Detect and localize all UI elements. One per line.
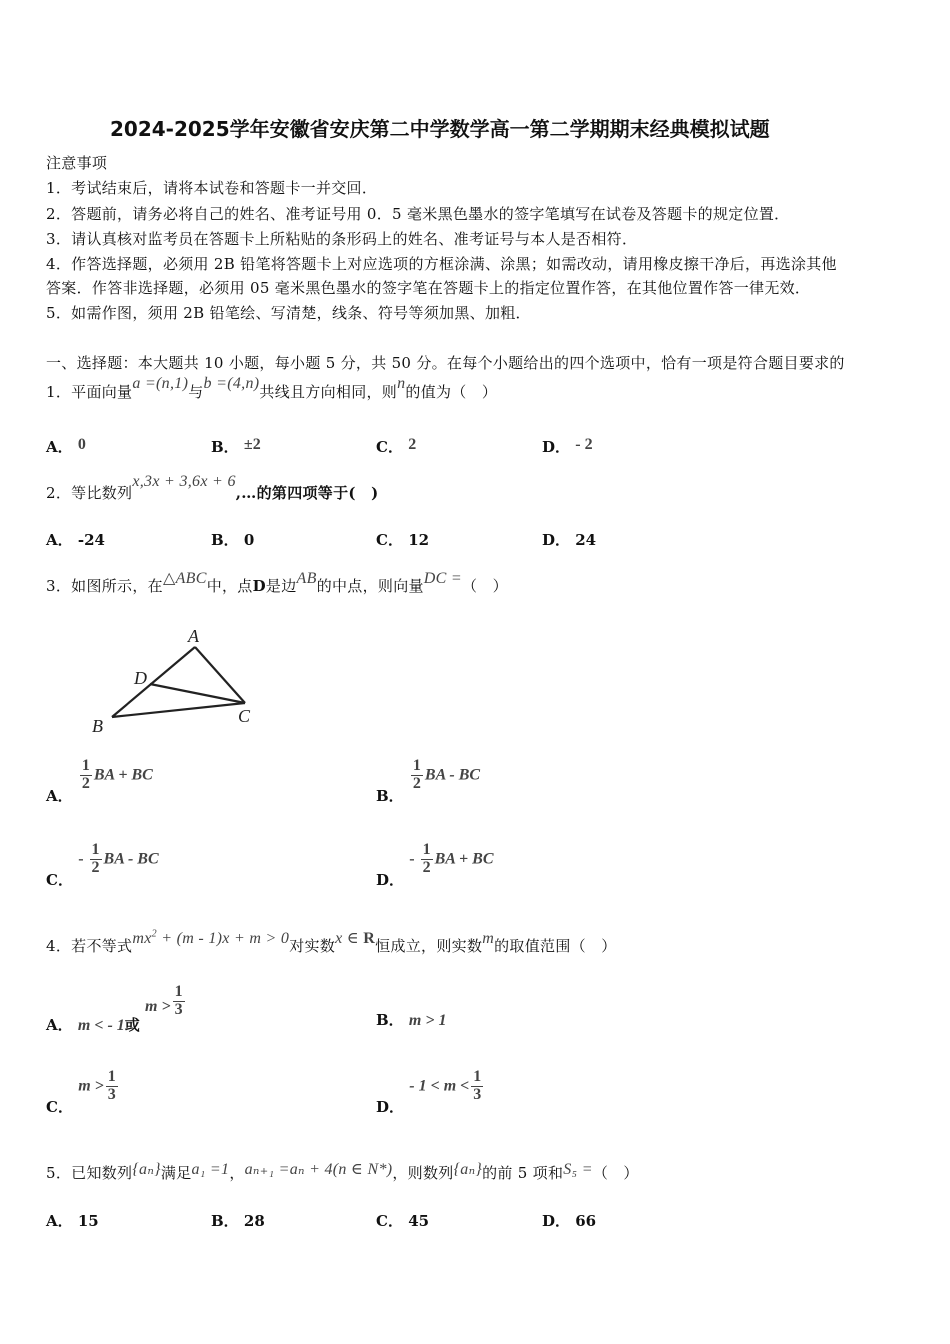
option-a[interactable]: A． 0 <box>46 436 86 456</box>
option-a[interactable]: A． m < - 1或 m > $\frac{1}{3}$ <box>46 983 183 1035</box>
option-c[interactable]: C． m > $\frac{1}{3}$ <box>46 1068 116 1117</box>
question-5: 5．已知数列{aₙ}满足a₁ =1，aₙ₊₁ =aₙ + 4(n ∈ N*)，则数列{aₙ}的前 5 项和S₅ =（ ） <box>46 1161 639 1182</box>
option-d[interactable]: D． - 1 < m < $\frac{1}{3}$ <box>376 1068 482 1117</box>
label-d: D <box>134 668 147 688</box>
page-title: 2024-2025学年安徽省安庆第二中学数学高一第二学期期末经典模拟试题 <box>110 117 770 141</box>
option-b[interactable]: B． 28 <box>211 1212 265 1230</box>
notice-item: 2．答题前，请务必将自己的姓名、准考证号用 0．5 毫米黑色墨水的签字笔填写在试卷及答题卡的规定位置． <box>46 205 790 223</box>
label-a: A <box>188 626 199 646</box>
option-c[interactable]: C． 12 <box>376 531 430 549</box>
question-1: 1．平面向量a =(n,1)与b =(4,n)共线且方向相同，则n的值为（ ） <box>46 375 498 401</box>
triangle-figure <box>80 622 270 742</box>
option-b[interactable]: B． 0 <box>211 531 255 549</box>
question-3: 3．如图所示，在△ABC中，点D是边AB的中点，则向量DC =（ ） <box>46 570 508 595</box>
option-b[interactable]: B． ±2 <box>211 436 261 456</box>
notice-heading: 注意事项 <box>46 154 108 172</box>
option-d[interactable]: D． 66 <box>542 1212 597 1230</box>
option-b[interactable]: B． m > 1 <box>376 1011 447 1029</box>
edge-ba <box>112 647 195 717</box>
question-number: 5． <box>46 1164 72 1182</box>
notice-item: 5．如需作图，须用 2B 铅笔绘、写清楚，线条、符号等须加黑、加粗． <box>46 304 531 322</box>
option-a[interactable]: A． $\frac{1}{2}$ BA + BC <box>46 757 153 806</box>
question-4: 4．若不等式$mx^2 + (m - 1)x + m > 0$对实数x ∈ R恒成立，则实数m的取值范围（ ） <box>46 928 617 955</box>
vector-a: a =(n,1) <box>132 375 189 392</box>
option-c[interactable]: C． - $\frac{1}{2}$ BA - BC <box>46 841 159 890</box>
option-a[interactable]: A． -24 <box>46 531 105 549</box>
question-number: 1． <box>46 383 72 401</box>
option-c[interactable]: C． 45 <box>376 1212 430 1230</box>
option-b[interactable]: B． $\frac{1}{2}$ BA - BC <box>376 757 481 806</box>
option-d[interactable]: D． - $\frac{1}{2}$ BA + BC <box>376 841 494 890</box>
label-c: C <box>238 706 251 726</box>
question-2: 2．等比数列x,3x + 3,6x + 6,…的第四项等于( ) <box>46 473 379 502</box>
question-number: 4． <box>46 937 72 955</box>
vector-b: b =(4,n) <box>203 375 260 392</box>
option-d[interactable]: D． - 2 <box>542 436 593 456</box>
label-b: B <box>92 716 103 736</box>
notice-item: 3．请认真核对监考员在答题卡上所粘贴的条形码上的姓名、准考证号与本人是否相符． <box>46 230 638 248</box>
option-c[interactable]: C． 2 <box>376 436 417 456</box>
question-number: 2． <box>46 484 72 502</box>
option-d[interactable]: D． 24 <box>542 531 597 549</box>
notice-item: 1．考试结束后，请将本试卷和答题卡一并交回． <box>46 179 378 197</box>
notice-item: 答案．作答非选择题，必须用 05 毫米黑色墨水的签字笔在答题卡上的指定位置作答，在其他位置作答一律无效． <box>46 279 811 297</box>
question-number: 3． <box>46 577 72 595</box>
notice-item: 4．作答选择题，必须用 2B 铅笔将答题卡上对应选项的方框涂满、涂黑；如需改动，请用橡皮擦干净后，再选涂其他 <box>46 255 837 273</box>
section-heading: 一、选择题：本大题共 10 小题，每小题 5 分，共 50 分。在每个小题给出的四个选项中，恰有一项是符合题目要求的 <box>46 354 845 372</box>
edge-bc <box>112 703 245 717</box>
option-a[interactable]: A． 15 <box>46 1212 99 1230</box>
